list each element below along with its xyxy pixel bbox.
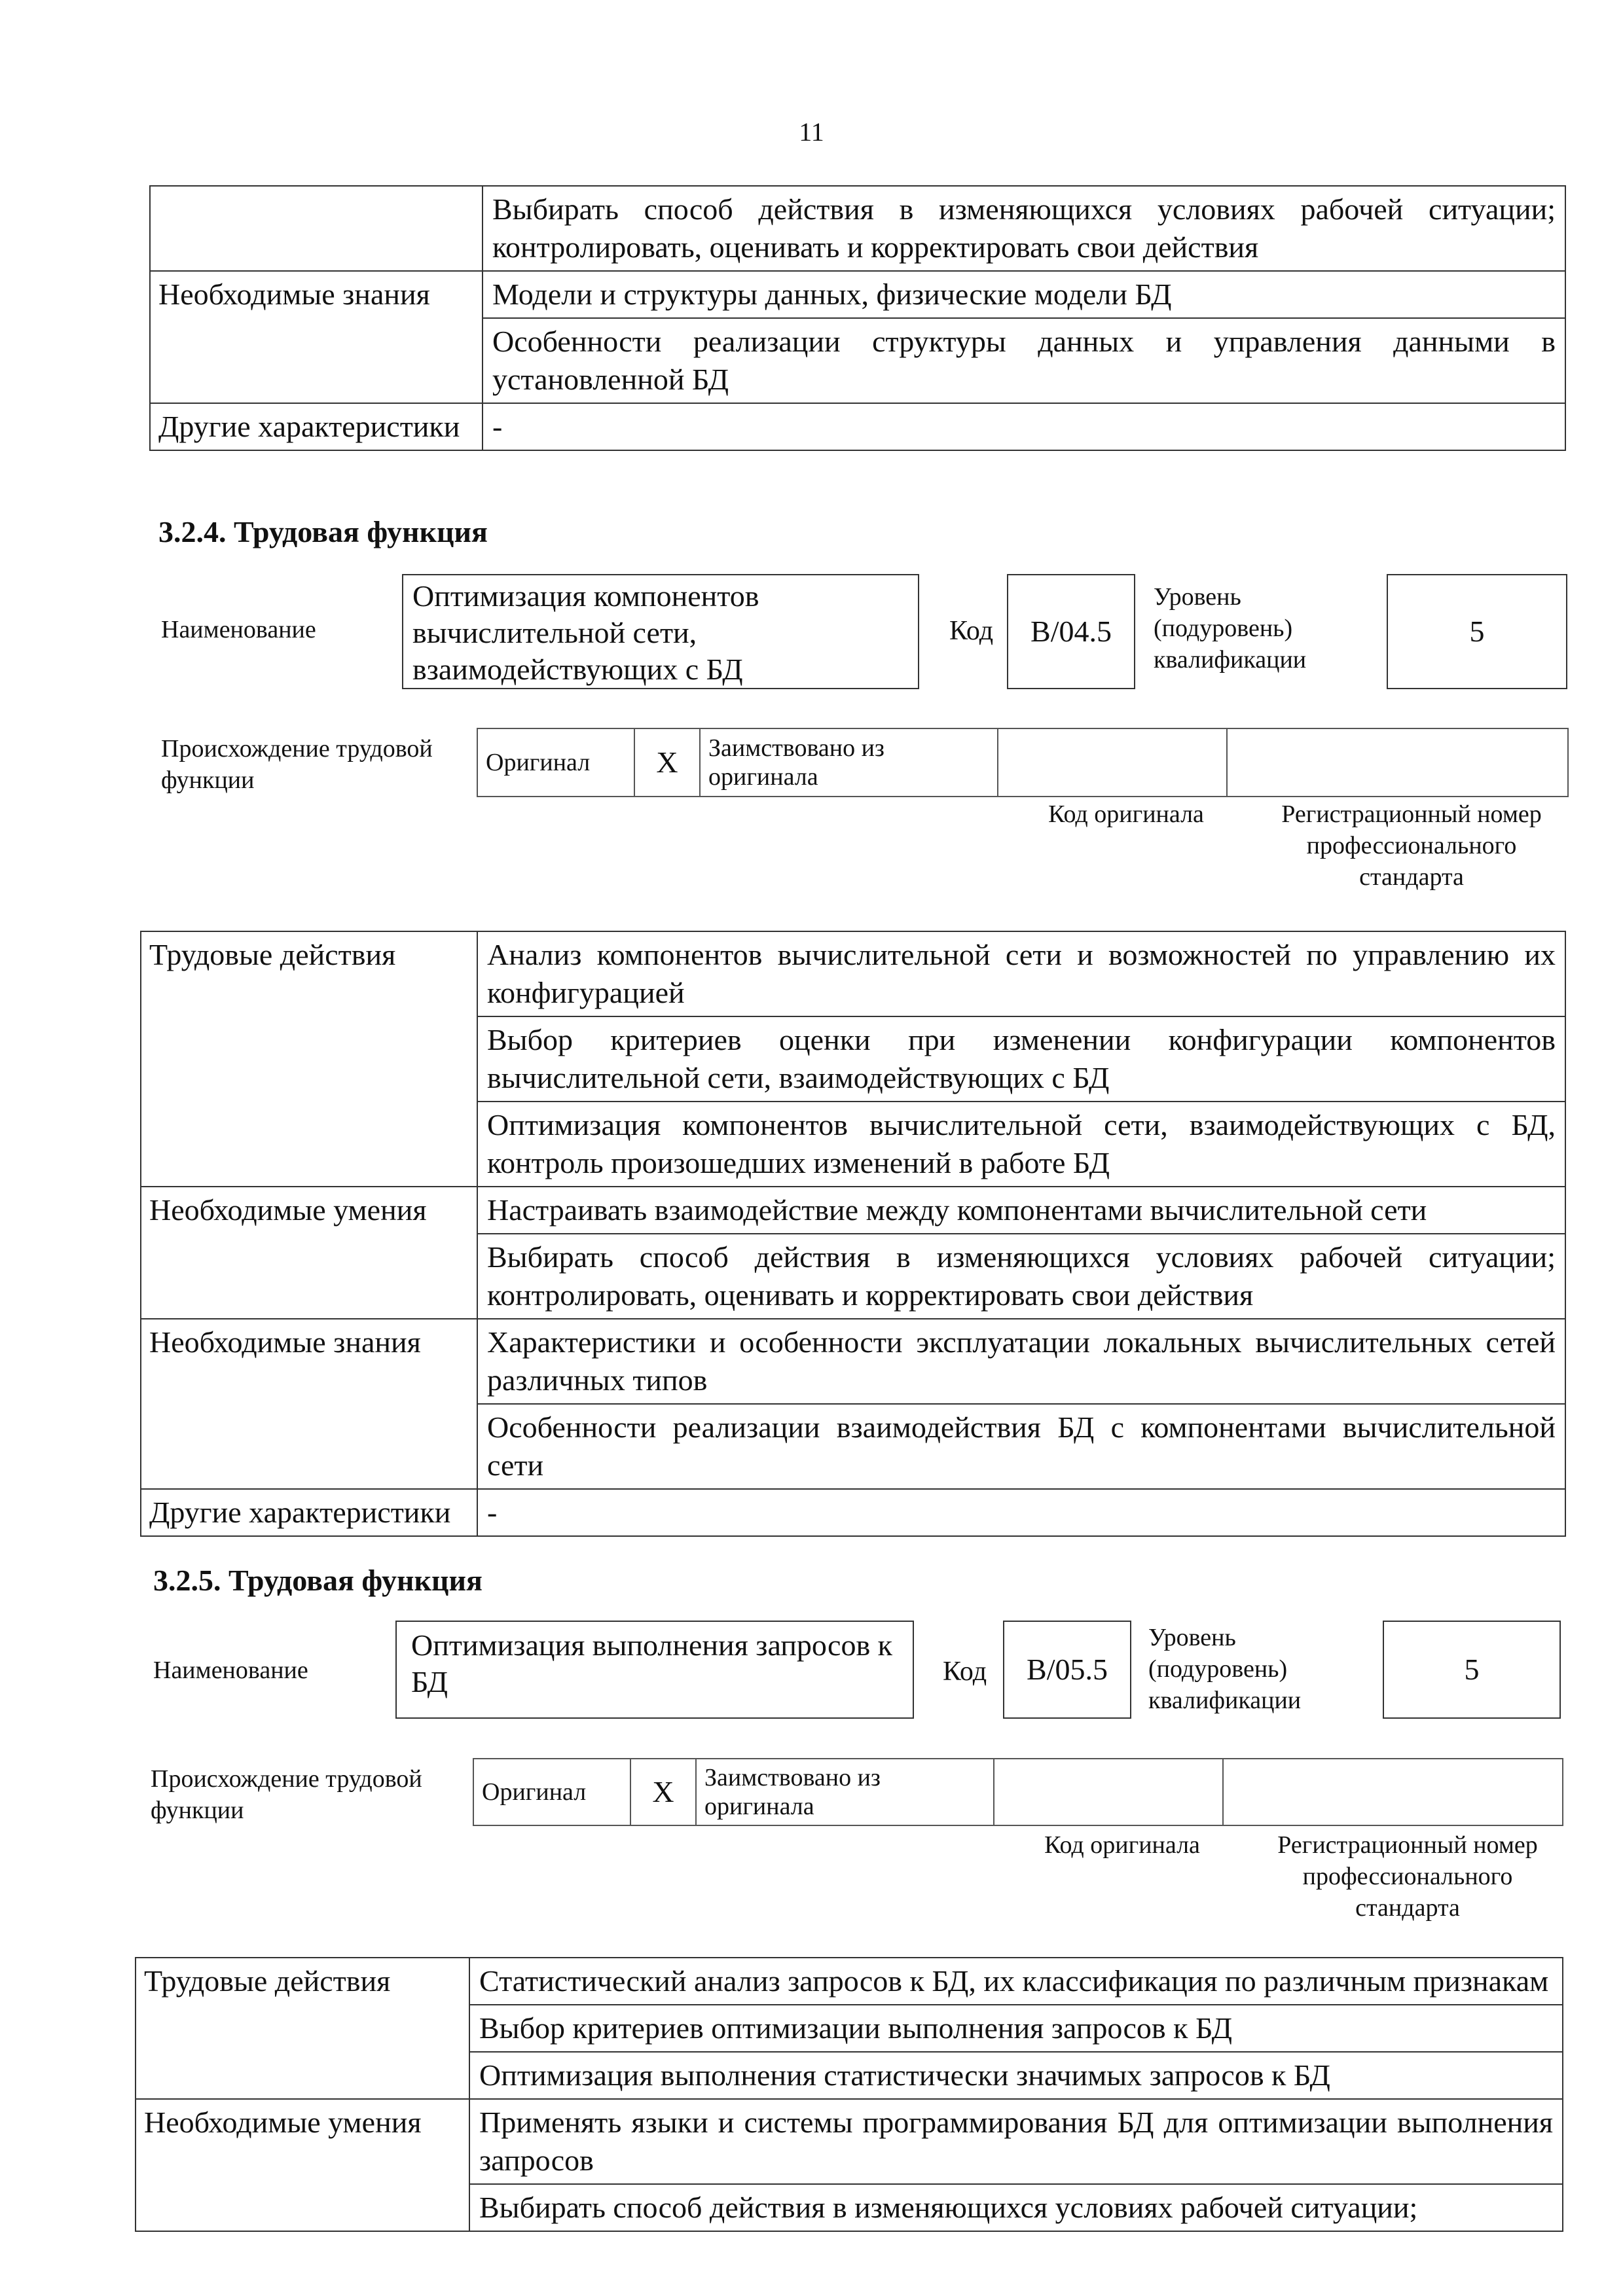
row-label: Необходимые знания	[150, 271, 483, 403]
code-value: В/04.5	[1030, 615, 1112, 648]
level-label: Уровень (подуровень) квалификации	[1154, 583, 1307, 673]
row-value: -	[477, 1489, 1565, 1536]
function-name: Оптимизация выполнения запросов к БД	[411, 1628, 893, 1698]
row-value: Оптимизация компонентов вычислительной сети, взаимодействующих с БД, контроль произошедших изменений в работе БД	[477, 1102, 1565, 1187]
borrowed-label: Заимствовано из оригинала	[696, 1759, 994, 1825]
row-value: Выбор критериев оценки при изменении конфигурации компонентов вычислительной сети, взаимодействующих с БД	[477, 1016, 1565, 1102]
row-label: Необходимые умения	[141, 1187, 477, 1319]
reg-number-cell	[1227, 728, 1568, 797]
original-code-cell	[994, 1759, 1223, 1825]
row-value: Характеристики и особенности эксплуатации локальных вычислительных сетей различных типов	[477, 1319, 1565, 1404]
table-row	[141, 1489, 1565, 1536]
row-label	[150, 186, 483, 271]
row-value: Настраивать взаимодействие между компонентами вычислительной сети	[477, 1187, 1565, 1234]
section-325-table	[135, 1957, 1563, 2232]
row-value: Применять языки и системы программирования БД для оптимизации выполнения запросов	[469, 2099, 1563, 2184]
row-label: Трудовые действия	[136, 1958, 469, 2099]
original-code-caption: Код оригинала	[1044, 1831, 1200, 1859]
row-label: Трудовые действия	[141, 931, 477, 1187]
code-label: Код	[949, 616, 994, 646]
table-row	[150, 403, 1565, 450]
function-name-box	[402, 574, 919, 689]
reg-number-caption: Регистрационный номер профессионального стандарта	[1281, 800, 1542, 891]
table-row	[141, 1187, 1565, 1234]
reg-number-caption: Регистрационный номер профессионального стандарта	[1277, 1831, 1538, 1922]
original-mark: X	[634, 728, 700, 797]
section-324-table	[140, 931, 1566, 1537]
row-label: Необходимые знания	[141, 1319, 477, 1489]
name-label: Наименование	[161, 616, 316, 643]
original-mark: X	[630, 1759, 696, 1825]
reg-number-cell	[1223, 1759, 1563, 1825]
table-row	[141, 931, 1565, 1016]
name-label: Наименование	[153, 1657, 308, 1684]
code-box	[1003, 1621, 1131, 1719]
level-box	[1383, 1621, 1561, 1719]
level-value: 5	[1464, 1653, 1480, 1686]
table-row	[136, 2099, 1563, 2184]
table-row	[150, 186, 1565, 271]
origin-table	[477, 728, 1569, 797]
row-value: Статистический анализ запросов к БД, их классификация по различным признакам	[469, 1958, 1563, 2005]
table-row	[136, 1958, 1563, 2005]
top-requirements-table	[149, 185, 1566, 451]
function-name-box	[395, 1621, 914, 1719]
row-label: Необходимые умения	[136, 2099, 469, 2231]
row-value: Выбирать способ действия в изменяющихся условиях рабочей ситуации; контролировать, оценивать и корректировать свои действия	[477, 1234, 1565, 1319]
borrowed-label: Заимствовано из оригинала	[700, 728, 998, 797]
original-code-cell	[998, 728, 1227, 797]
row-value: Особенности реализации взаимодействия БД с компонентами вычислительной сети	[477, 1404, 1565, 1489]
original-label: Оригинал	[477, 728, 634, 797]
section-324-title: 3.2.4. Трудовая функция	[158, 515, 488, 548]
row-label: Другие характеристики	[150, 403, 483, 450]
original-code-caption: Код оригинала	[1048, 800, 1204, 828]
row-value: -	[483, 403, 1565, 450]
origin-label: Происхождение трудовой функции	[151, 1765, 422, 1824]
row-value: Особенности реализации структуры данных и управления данными в установленной БД	[483, 318, 1565, 403]
section-325-title: 3.2.5. Трудовая функция	[153, 1564, 483, 1597]
page-number: 11	[799, 117, 824, 147]
table-row	[150, 271, 1565, 318]
code-box	[1007, 574, 1135, 689]
code-label: Код	[943, 1657, 987, 1687]
level-label: Уровень (подуровень) квалификации	[1148, 1624, 1302, 1714]
row-value: Анализ компонентов вычислительной сети и возможностей по управлению их конфигурацией	[477, 931, 1565, 1016]
level-value: 5	[1469, 615, 1485, 648]
function-name: Оптимизация компонентов вычислительной сети, взаимодействующих с БД	[412, 579, 759, 686]
level-box	[1387, 574, 1567, 689]
row-label: Другие характеристики	[141, 1489, 477, 1536]
table-row	[141, 1319, 1565, 1404]
origin-table	[473, 1758, 1563, 1826]
row-value: Модели и структуры данных, физические модели БД	[483, 271, 1565, 318]
row-value: Выбирать способ действия в изменяющихся условиях рабочей ситуации;	[469, 2184, 1563, 2231]
row-value: Оптимизация выполнения статистически значимых запросов к БД	[469, 2052, 1563, 2099]
origin-label: Происхождение трудовой функции	[161, 735, 433, 794]
row-value: Выбирать способ действия в изменяющихся условиях рабочей ситуации; контролировать, оценивать и корректировать свои действия	[483, 186, 1565, 271]
code-value: В/05.5	[1027, 1653, 1108, 1686]
row-value: Выбор критериев оптимизации выполнения запросов к БД	[469, 2005, 1563, 2052]
original-label: Оригинал	[473, 1759, 630, 1825]
